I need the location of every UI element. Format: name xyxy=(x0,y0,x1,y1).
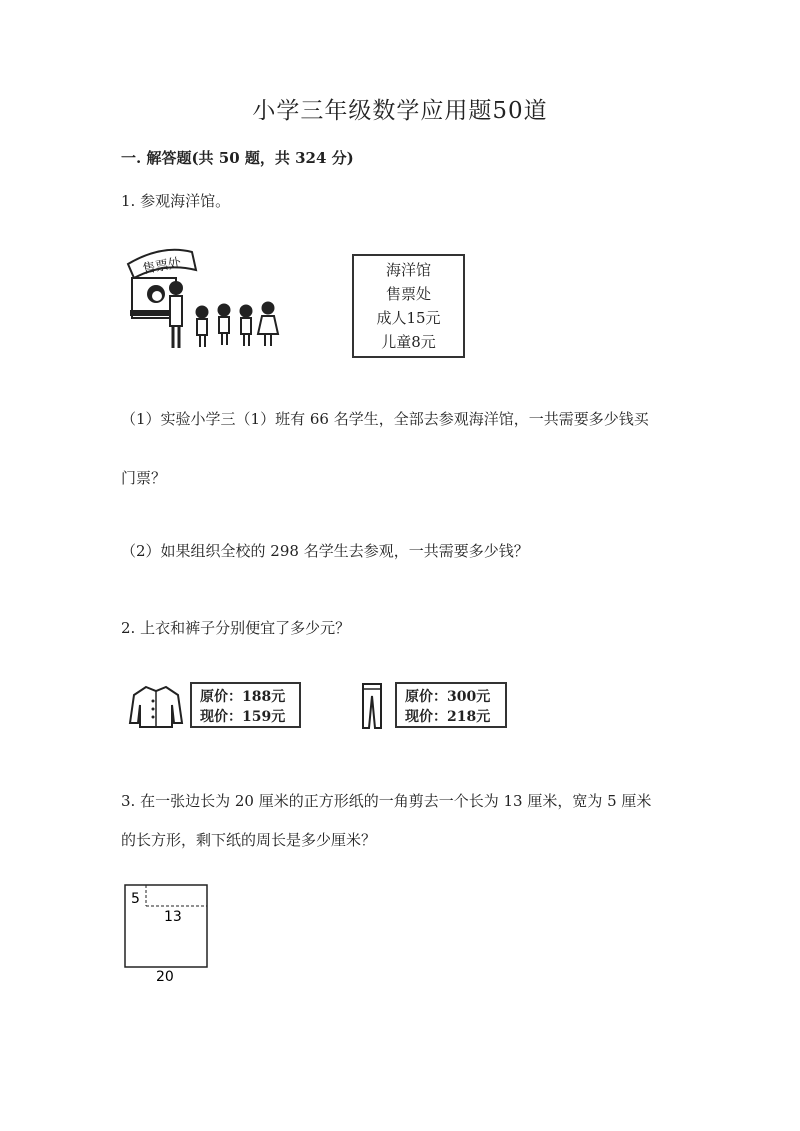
section-heading: 一. 解答题(共 50 题，共 324 分) xyxy=(121,149,354,167)
label-width: 5 xyxy=(131,891,140,907)
pants-current-price: 现价：218元 xyxy=(405,709,491,725)
jacket-current-price: 现价：159元 xyxy=(200,709,286,725)
pants-icon xyxy=(360,682,384,730)
jacket-original-price: 原价：188元 xyxy=(200,689,286,705)
aquarium-price-sign xyxy=(352,254,465,358)
question-1-sub2: （2）如果组织全校的 298 名学生去参观，一共需要多少钱？ xyxy=(121,542,529,560)
pants-price-box xyxy=(395,682,507,728)
square-diagram xyxy=(118,878,218,988)
booth-sign-text: 售票处 xyxy=(141,255,183,278)
page-title: 小学三年级数学应用题50道 xyxy=(252,98,548,124)
ticket-booth-illustration xyxy=(122,244,287,356)
sign-line: 售票处 xyxy=(385,285,431,303)
sign-line: 海洋馆 xyxy=(385,261,431,279)
question-3-line2: 的长方形，剩下纸的周长是多少厘米？ xyxy=(121,831,377,849)
label-side: 20 xyxy=(156,969,174,985)
jacket-price-box xyxy=(190,682,301,728)
question-1-sub1: （1）实验小学三（1）班有 66 名学生，全部去参观海洋馆，一共需要多少钱买 xyxy=(121,410,649,428)
sign-line: 成人15元 xyxy=(376,309,441,327)
question-3-line1: 3. 在一张边长为 20 厘米的正方形纸的一角剪去一个长为 13 厘米，宽为 5 厘米 xyxy=(121,792,652,810)
question-2-stem: 2. 上衣和裤子分别便宜了多少元？ xyxy=(121,619,351,637)
jacket-icon xyxy=(128,683,184,729)
question-1-sub1-cont: 门票？ xyxy=(121,469,167,487)
label-length: 13 xyxy=(164,909,182,925)
sign-line: 儿童8元 xyxy=(381,333,436,351)
pants-original-price: 原价：300元 xyxy=(405,689,491,705)
question-1-stem: 1. 参观海洋馆。 xyxy=(121,192,231,210)
